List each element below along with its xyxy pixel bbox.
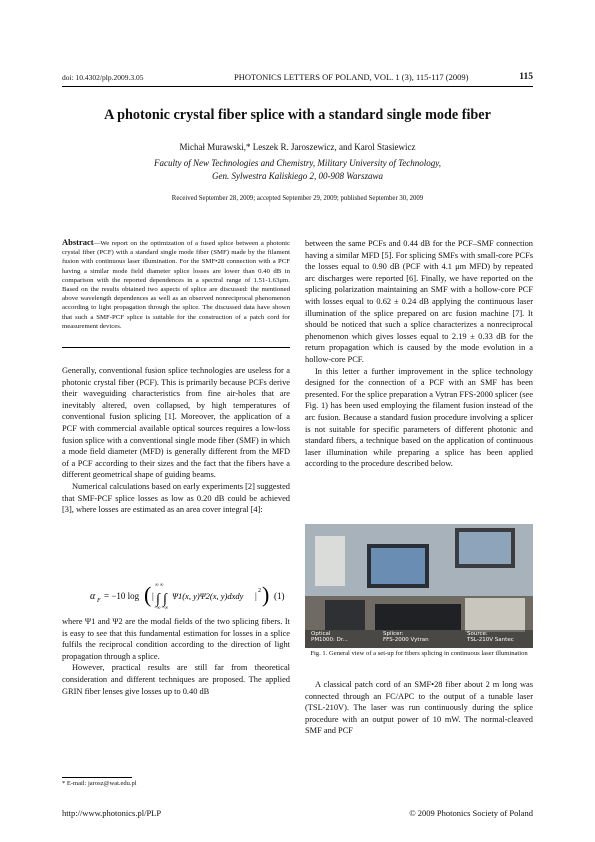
left-column-top xyxy=(62,365,290,516)
eq-bar-close: | xyxy=(255,591,257,601)
abstract-rule xyxy=(62,347,290,348)
eq-log: = −10 log xyxy=(104,591,140,601)
footer-url: http://www.photonics.pl/PLP xyxy=(62,808,162,818)
equation-1 xyxy=(62,580,290,608)
figure-1-caption: Fig. 1. General view of a set-up for fibers splicing in continuous laser illumination xyxy=(310,650,528,657)
eq-bar-open: | xyxy=(152,591,154,601)
paper-title: A photonic crystal fiber splice with a standard single mode fiber xyxy=(104,107,491,123)
header-rule xyxy=(62,86,533,87)
photo-splicer xyxy=(375,604,461,630)
paragraph: However, practical results are still far from theoretical consideration and different techniques are proposed. The applied GRIN fiber lenses give losses up to 0.40 dB xyxy=(62,663,290,696)
publication-dates: Received September 28, 2009; accepted September 29, 2009; published September 30, 2009 xyxy=(171,195,424,202)
paragraph: between the same PCFs and 0.44 dB for the PCF–SMF connection having a similar MFD [5]. For splicing SMFs with small-core PCFs the losses equal to 0.90 dB (PCF with 4.1 μm MFD) by repeated arc discharges were reported [6]. Finally, we have reported on the splicing polarization maintaining an SMF with a hollow-core PCF with losses equal to 0.62 ± 0.24 dB applying the continuous laser illumination of the splice prepared on arc fusion machine [7]. It should be noticed that such a splice characterizes a nonreciprocal phenomenon which gives losses equal to 2.19 ± 0.33 dB for the return propagation which is caused by the mode evolution in a hollow-core PCF. xyxy=(305,239,533,364)
eq-power: 2 xyxy=(258,588,261,594)
paragraph: Generally, conventional fusion splice technologies are useless for a photonic crystal fiber (PCF). This is primarily because PCFs derive their waveguiding characteristics from fine air-holes that are inevitably altered, oven collapsed, by high temperatures of conventional fusion splicing [1]. Moreover, the application of a PCF with commercial available optical sources requires a low-loss fusion splice with a conventional single mode fiber (SMF) in which a mode field diameter (MFD) is generally different from the MFD of a PCF according to their sizes and the fact that the fibers have a different geometrical shape of guiding beams. xyxy=(62,366,290,480)
eq-integrand: Ψ1(x, y)Ψ2(x, y)dxdy xyxy=(172,591,244,601)
eq-upper: ∞ ∞ xyxy=(155,583,164,588)
equation-svg xyxy=(62,580,290,610)
eq-sub: F xyxy=(97,598,101,604)
eq-number: (1) xyxy=(274,591,285,601)
left-column-bottom xyxy=(62,616,290,697)
page-number: 115 xyxy=(519,72,533,82)
eq-lower: −∞ −∞ xyxy=(154,606,169,610)
footer-copyright: © 2009 Photonics Society of Poland xyxy=(409,808,533,818)
right-column-bottom xyxy=(305,679,533,737)
eq-paren-open: ( xyxy=(144,582,152,607)
footnote-rule xyxy=(62,777,132,778)
affiliation xyxy=(40,157,555,183)
figure-1-photo xyxy=(305,524,533,648)
affiliation-line-2: Gen. Sylwestra Kaliskiego 2, 00-908 Warszawa xyxy=(212,171,383,181)
figure-label-splicer: Splicer: FFS-2000 Vytran xyxy=(383,631,429,643)
eq-paren-close: ) xyxy=(262,582,270,607)
journal-title: PHOTONICS LETTERS OF POLAND, VOL. 1 (3), 115-117 (2009) xyxy=(234,72,469,82)
photo-laser-source xyxy=(465,598,525,632)
footnote: * E-mail: jarosz@wat.edu.pl xyxy=(62,780,137,787)
right-column-top xyxy=(305,238,533,470)
eq-integral-2: ∫ xyxy=(163,592,167,607)
doi: doi: 10.4302/plp.2009.3.05 xyxy=(62,73,144,82)
lab-setup-photo xyxy=(305,524,533,648)
photo-powermeter xyxy=(325,600,365,630)
photo-monitor-screen xyxy=(371,548,425,584)
photo-device-screen xyxy=(459,532,511,564)
paragraph: where Ψ1 and Ψ2 are the modal fields of the two splicing fibers. It is easy to see that this fundamental estimation for losses in a splice fulfils the reciprocal condition according to the direction of light propagation through a splice. xyxy=(62,617,290,661)
photo-board xyxy=(315,536,345,586)
paragraph: In this letter a further improvement in the splice technology designed for the connection of a PCF with an SMF has been presented. For the splice preparation a Vytran FFS-2000 splicer (see Fig. 1) has been used employing the filament fusion instead of the arc fusion. Because a standard fusion procedure involving a splicer is not suitable for specific parameters of different photonic and standard fibers, a technique based on the application of continuous laser illumination while preparing a splice has been applied according to the procedure described below. xyxy=(305,366,533,469)
affiliation-line-1: Faculty of New Technologies and Chemistry, Military University of Technology, xyxy=(153,158,442,168)
paragraph: Numerical calculations based on early experiments [2] suggested that SMF-PCF splice losses as low as 0.20 dB could be achieved [3], where losses are estimated as an area cover integral [4]: xyxy=(62,481,290,515)
abstract-text: —We report on the optimization of a fused splice between a photonic crystal fiber (PCF) with a standard single mode fiber (SMF) made by the filament fusion with continuous laser illumination. For the SMF•28 connection with a PCF having a similar mode field diameter splice losses are lower than 0.40 dB in comparison with the reported dependences in a spectral range of 1.51-1.63μm. Based on the results obtained two aspects of splice are discussed: the mentioned above wavelength dependences as well as an observed nonreciprocal phenomenon according to light propagation through the splice. The discussed data have shown that such a SMF-PCF splice is suitable for the construction of a patch cord for measurement devices. xyxy=(62,240,290,330)
abstract-label: Abstract xyxy=(62,237,94,247)
authors: Michał Murawski,* Leszek R. Jaroszewicz, and Karol Stasiewicz xyxy=(179,142,416,152)
figure-label-source: Source: TSL-210V Santec xyxy=(467,631,514,643)
running-header xyxy=(62,72,533,86)
figure-label-optical: Optical PM1000: Dr... xyxy=(311,631,348,643)
paragraph: A classical patch cord of an SMF•28 fiber about 2 m long was connected through an FC/APC to the output of a tunable laser (TSL-210V). The laser was run continuously during the splice procedure with an output power of 10 mW. The normal-cleaved SMF and PCF xyxy=(305,680,533,736)
abstract xyxy=(62,238,290,331)
eq-alpha: α xyxy=(90,591,96,602)
eq-integral-1: ∫ xyxy=(156,592,160,607)
